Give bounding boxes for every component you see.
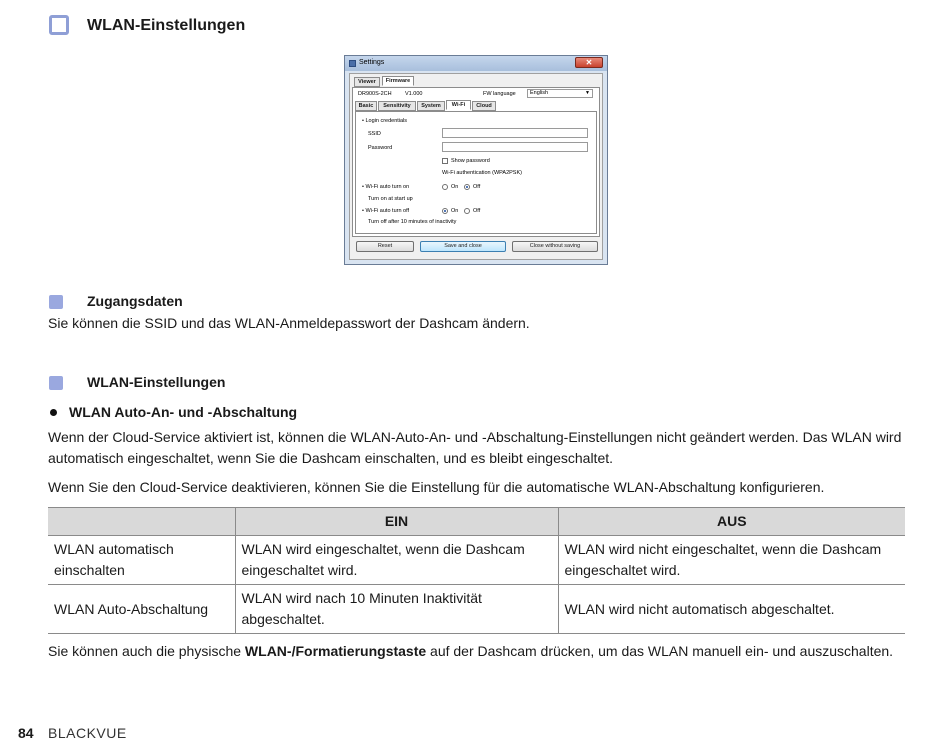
auto-on-desc: Turn on at start up	[368, 196, 413, 202]
fw-language-select[interactable]	[527, 89, 593, 98]
section-title-wlan: WLAN-Einstellungen	[87, 374, 226, 390]
close-icon[interactable]: ✕	[575, 57, 603, 68]
auto-off-on-radio[interactable]	[442, 208, 448, 214]
chevron-down-icon: ▼	[585, 90, 590, 96]
heading-checkbox-icon	[49, 15, 69, 35]
firmware-panel	[352, 87, 600, 237]
ssid-input[interactable]	[442, 128, 588, 138]
tab-basic[interactable]: Basic	[355, 101, 377, 111]
wlan-settings-table	[48, 507, 905, 634]
window-title: Settings	[359, 59, 385, 66]
wifi-panel	[355, 111, 597, 234]
page-title: WLAN-Einstellungen	[87, 17, 246, 34]
auto-on-on-label: On	[451, 184, 459, 190]
window-body	[349, 73, 603, 260]
auto-off-off-label: Off	[473, 208, 481, 214]
auto-on-off-label: Off	[473, 184, 481, 190]
footer-brand: BLACKVUE	[48, 725, 127, 741]
auto-off-off-radio[interactable]	[464, 208, 470, 214]
table-header-cell	[48, 508, 235, 536]
page-number: 84	[18, 725, 34, 741]
auto-off-on-label: On	[451, 208, 459, 214]
bullet-title: WLAN Auto-An- und -Abschaltung	[69, 404, 298, 420]
table-header-row	[48, 508, 905, 536]
section-title-access: Zugangsdaten	[87, 293, 183, 309]
table-row	[48, 585, 905, 634]
table-header-cell: EIN	[235, 508, 558, 536]
closing-text-before: Sie können auch die physische	[48, 643, 245, 659]
app-icon	[349, 60, 356, 67]
window-titlebar	[345, 56, 607, 71]
settings-window	[344, 55, 608, 265]
tab-wifi[interactable]: Wi-Fi	[446, 100, 471, 110]
table-cell: WLAN wird eingeschaltet, wenn die Dashcam eingeschaltet wird.	[235, 536, 558, 585]
close-without-saving-button[interactable]: Close without saving	[512, 241, 598, 252]
save-and-close-button[interactable]: Save and close	[420, 241, 506, 252]
table-cell: WLAN automatisch einschalten	[48, 536, 235, 585]
closing-text-bold: WLAN-/Formatierungstaste	[244, 643, 427, 659]
closing-text-after: auf der Dashcam drücken, um das WLAN manuell ein- und auszuschalten.	[426, 643, 894, 659]
password-label: Password	[368, 145, 393, 151]
tab-firmware[interactable]: Firmware	[382, 76, 414, 86]
show-password-label: Show password	[451, 158, 490, 164]
password-input[interactable]	[442, 142, 588, 152]
ssid-label: SSID	[368, 131, 381, 137]
paragraph-cloud-off: Wenn Sie den Cloud-Service deaktivieren, können Sie die Einstellung für die automatische WLAN-Abschaltung konfigurieren.	[48, 479, 825, 495]
section-marker-icon	[49, 376, 63, 390]
auto-on-on-radio[interactable]	[442, 184, 448, 190]
table-header-cell: AUS	[558, 508, 905, 536]
section-marker-icon	[49, 295, 63, 309]
tab-cloud[interactable]: Cloud	[472, 101, 496, 111]
tab-system[interactable]: System	[417, 101, 445, 111]
table-cell: WLAN Auto-Abschaltung	[48, 585, 235, 634]
auto-on-off-radio[interactable]	[464, 184, 470, 190]
table-cell: WLAN wird nicht eingeschaltet, wenn die Dashcam eingeschaltet wird.	[558, 536, 905, 585]
closing-paragraph	[48, 641, 893, 662]
paragraph-cloud-on: Wenn der Cloud-Service aktiviert ist, können die WLAN-Auto-An- und -Abschaltung-Einstellungen nicht geändert werden. Das WLAN wird automatisch eingeschaltet, wenn Sie die Dashcam einschalten, und es bleibt eingeschaltet.	[48, 429, 902, 466]
firmware-version: V1.000	[405, 91, 423, 97]
auto-on-label: • Wi-Fi auto turn on	[362, 184, 410, 190]
login-credentials-label: • Login credentials	[362, 118, 408, 124]
tab-sensitivity[interactable]: Sensitivity	[378, 101, 416, 111]
table-cell: WLAN wird nach 10 Minuten Inaktivität abgeschaltet.	[235, 585, 558, 634]
auto-off-label: • Wi-Fi auto turn off	[362, 208, 410, 214]
reset-button[interactable]: Reset	[356, 241, 414, 252]
fw-language-value: English	[530, 90, 549, 96]
show-password-checkbox[interactable]	[442, 158, 448, 164]
model-name: DR900S-2CH	[358, 91, 392, 97]
tab-viewer[interactable]: Viewer	[354, 77, 380, 87]
section-text-access: Sie können die SSID und das WLAN-Anmeldepasswort der Dashcam ändern.	[48, 315, 530, 331]
wifi-auth-label: Wi-Fi authentication (WPA2PSK)	[442, 170, 522, 176]
table-row	[48, 536, 905, 585]
table-cell: WLAN wird nicht automatisch abgeschaltet.	[558, 585, 905, 634]
bullet-icon	[50, 409, 57, 416]
auto-off-desc: Turn off after 10 minutes of inactivity	[368, 219, 457, 225]
fw-language-label: FW language	[483, 91, 516, 97]
